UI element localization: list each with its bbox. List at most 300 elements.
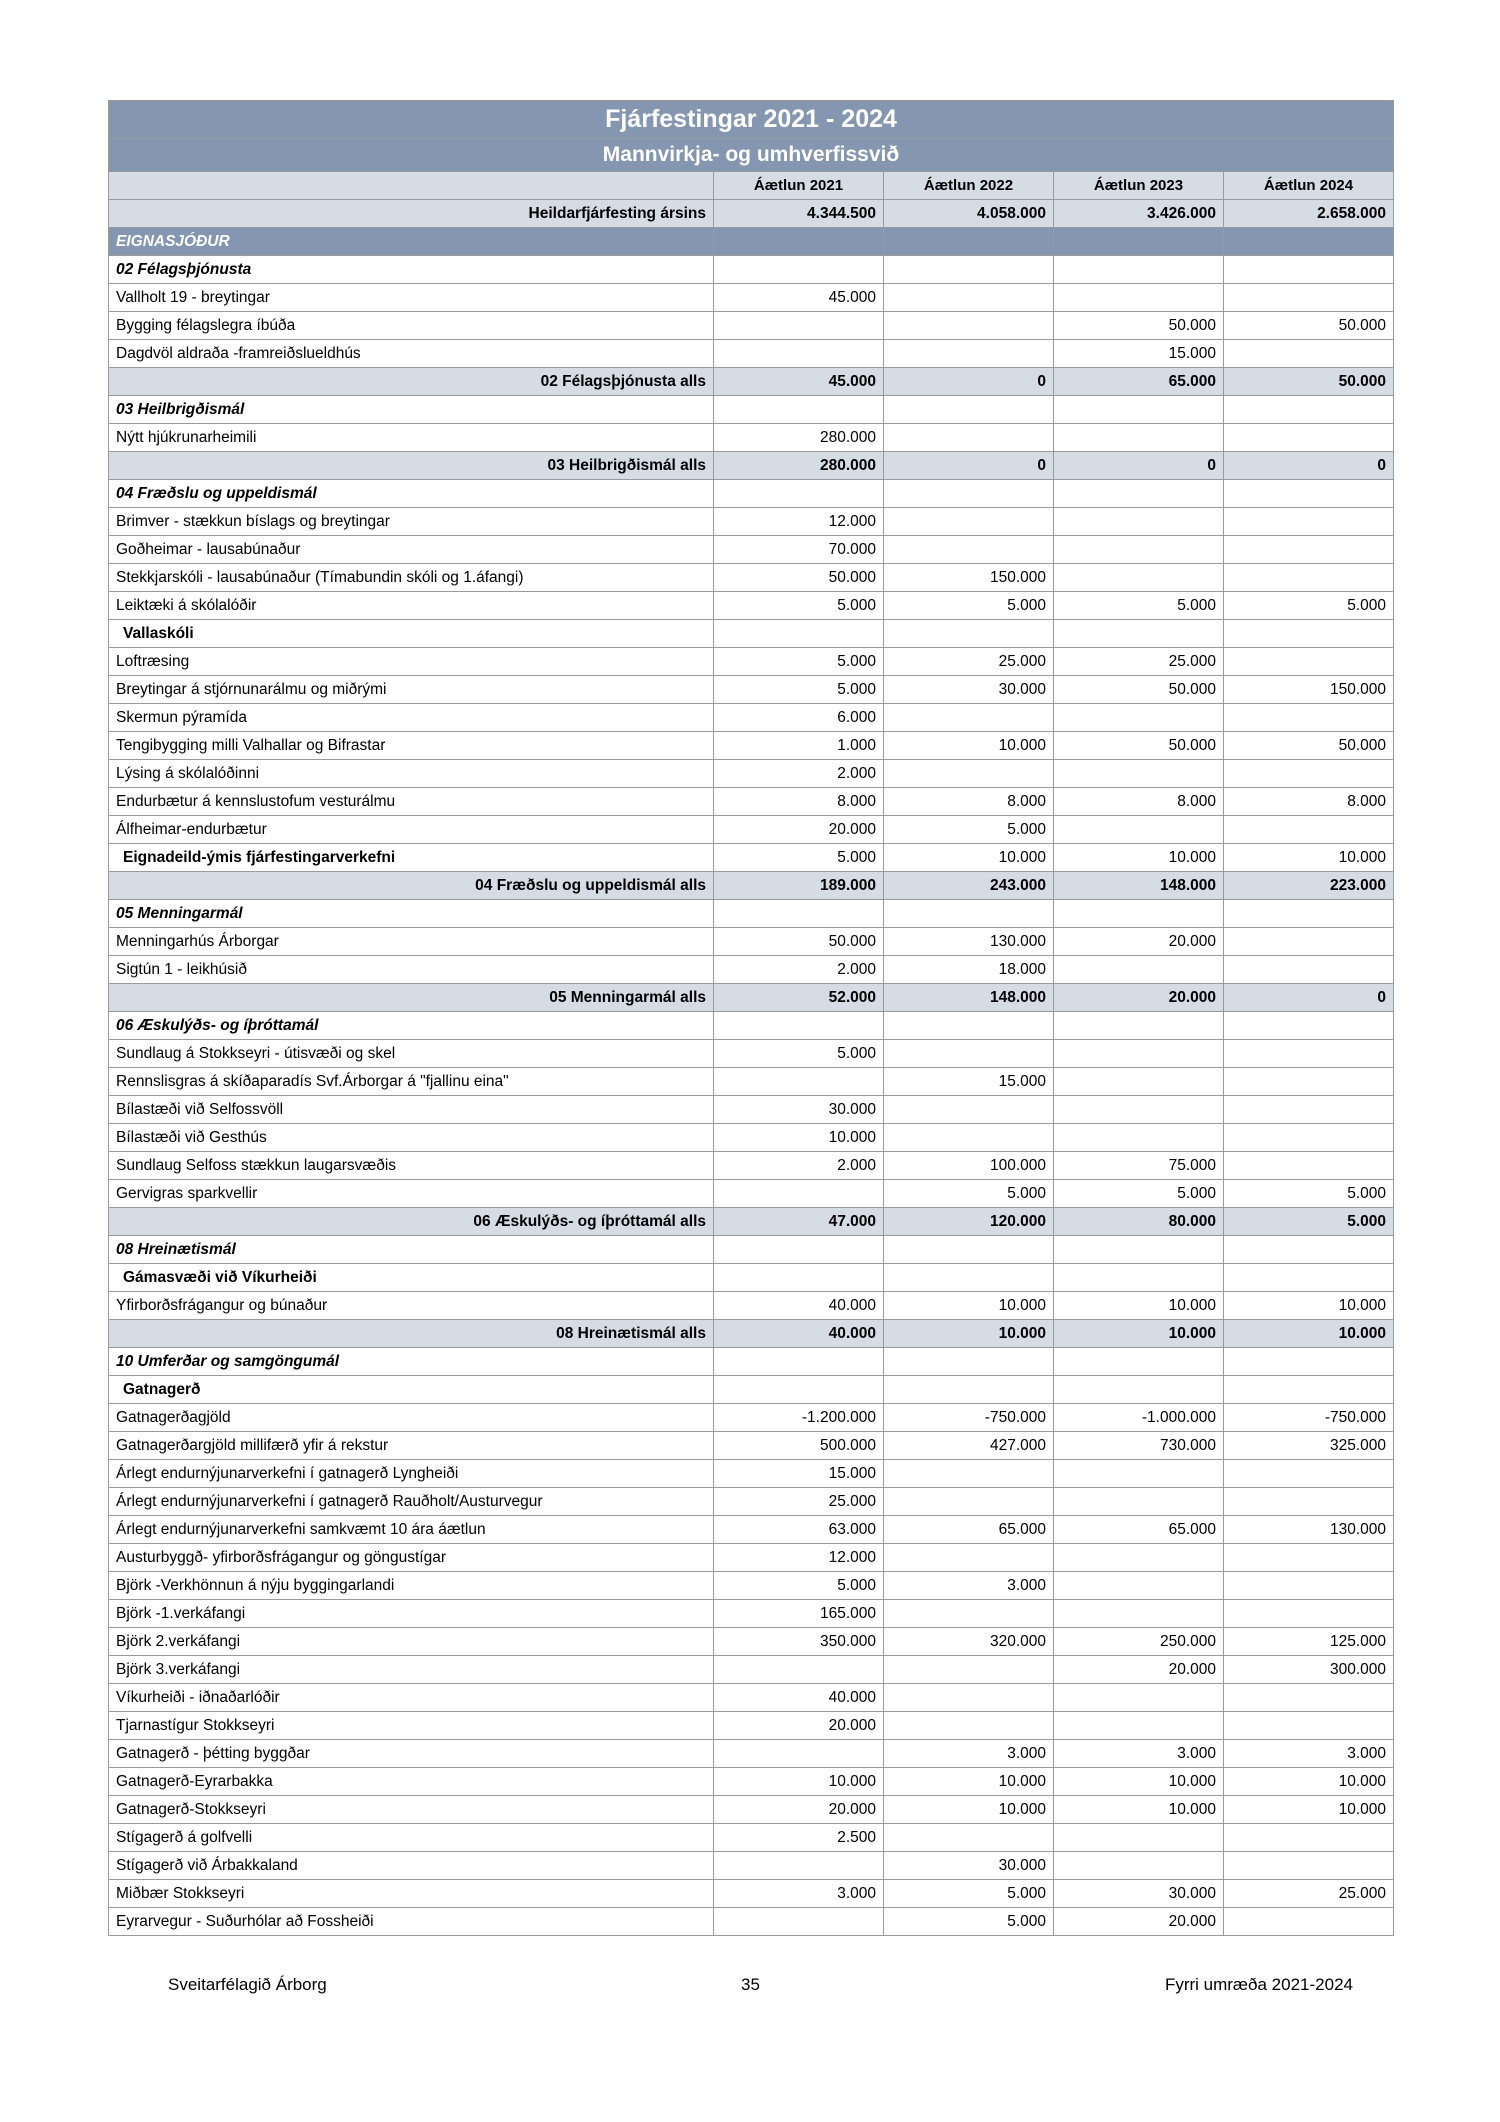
table-row [109,760,1394,788]
row-value-2021: 189.000 [714,872,884,900]
row-label: Gatnagerð-Stokkseyri [109,1796,714,1824]
row-value-2023: 20.000 [1054,1656,1224,1684]
row-label: 02 Félagsþjónusta alls [109,368,714,396]
row-value-2024 [1224,1376,1394,1404]
row-value-2024: 0 [1224,452,1394,480]
row-value-2024: 8.000 [1224,788,1394,816]
row-value-2021: 6.000 [714,704,884,732]
row-value-2021 [714,1264,884,1292]
row-value-2023 [1054,704,1224,732]
table-row [109,1600,1394,1628]
row-value-2021: 40.000 [714,1292,884,1320]
row-value-2022 [884,1012,1054,1040]
row-value-2023: 10.000 [1054,1796,1224,1824]
row-label: Sundlaug á Stokkseyri - útisvæði og skel [109,1040,714,1068]
row-value-2023 [1054,956,1224,984]
row-value-2024 [1224,620,1394,648]
row-value-2024: -750.000 [1224,1404,1394,1432]
row-value-2022: 10.000 [884,1768,1054,1796]
row-value-2023 [1054,760,1224,788]
table-row [109,312,1394,340]
row-value-2022: 3.000 [884,1740,1054,1768]
table-row [109,284,1394,312]
row-value-2022 [884,1460,1054,1488]
table-row [109,1824,1394,1852]
row-value-2024 [1224,284,1394,312]
row-value-2023: 20.000 [1054,1908,1224,1936]
row-value-2024 [1224,1824,1394,1852]
row-value-2022: 25.000 [884,648,1054,676]
row-value-2022 [884,1264,1054,1292]
row-value-2021: 10.000 [714,1124,884,1152]
table-row [109,1908,1394,1936]
row-value-2023: 10.000 [1054,1768,1224,1796]
column-header-4: Áætlun 2024 [1224,172,1394,200]
row-value-2023 [1054,564,1224,592]
row-label: Gámasvæði við Víkurheiði [109,1264,714,1292]
document-title: Fjárfestingar 2021 - 2024 [109,101,1394,139]
row-value-2022: 18.000 [884,956,1054,984]
row-value-2021 [714,256,884,284]
row-value-2023: 20.000 [1054,928,1224,956]
table-row [109,704,1394,732]
table-subtitle-row [109,139,1394,172]
row-value-2021: 3.000 [714,1880,884,1908]
row-label: Vallaskóli [109,620,714,648]
row-value-2023: 25.000 [1054,648,1224,676]
row-value-2022 [884,1488,1054,1516]
row-value-2024 [1224,1096,1394,1124]
subtotal-row [109,1320,1394,1348]
row-value-2024: 50.000 [1224,312,1394,340]
row-value-2023: 3.000 [1054,1740,1224,1768]
row-value-2021: 350.000 [714,1628,884,1656]
row-value-2024: 325.000 [1224,1432,1394,1460]
row-value-2021 [714,1180,884,1208]
table-row [109,1544,1394,1572]
group-row [109,256,1394,284]
row-value-2021 [714,620,884,648]
row-value-2024: 300.000 [1224,1656,1394,1684]
row-value-2024: 223.000 [1224,872,1394,900]
section-header-row [109,228,1394,256]
row-label: Endurbætur á kennslustofum vesturálmu [109,788,714,816]
row-value-2024 [1224,1572,1394,1600]
row-label: Björk -1.verkáfangi [109,1600,714,1628]
row-label: Stígagerð á golfvelli [109,1824,714,1852]
row-value-2022 [884,1348,1054,1376]
section-spacer-4 [1224,228,1394,256]
row-value-2021: 40.000 [714,1684,884,1712]
row-label: Víkurheiði - iðnaðarlóðir [109,1684,714,1712]
row-value-2023 [1054,424,1224,452]
row-value-2022: 15.000 [884,1068,1054,1096]
row-value-2021 [714,900,884,928]
row-value-2023: 50.000 [1054,732,1224,760]
row-value-2024 [1224,900,1394,928]
row-value-2024 [1224,256,1394,284]
row-value-2022: 3.000 [884,1572,1054,1600]
row-value-2023 [1054,1684,1224,1712]
row-value-2023: 75.000 [1054,1152,1224,1180]
column-header-3: Áætlun 2023 [1054,172,1224,200]
row-value-2024: 125.000 [1224,1628,1394,1656]
table-row [109,564,1394,592]
row-value-2023 [1054,1236,1224,1264]
row-value-2021: 15.000 [714,1460,884,1488]
row-value-2021: -1.200.000 [714,1404,884,1432]
row-value-2022 [884,1236,1054,1264]
row-label: Tengibygging milli Valhallar og Bifrastar [109,732,714,760]
row-label: Eyrarvegur - Suðurhólar að Fossheiði [109,1908,714,1936]
table-row [109,1516,1394,1544]
row-value-2023: 250.000 [1054,1628,1224,1656]
row-label: Gatnagerð [109,1376,714,1404]
row-value-2024 [1224,1012,1394,1040]
row-value-2024: 150.000 [1224,676,1394,704]
row-label: Menningarhús Árborgar [109,928,714,956]
row-value-2022: 120.000 [884,1208,1054,1236]
row-value-2023 [1054,1488,1224,1516]
row-value-2022 [884,620,1054,648]
subgroup-row [109,1376,1394,1404]
table-row [109,1040,1394,1068]
grand-total-2021: 4.344.500 [714,200,884,228]
row-label: 02 Félagsþjónusta [109,256,714,284]
row-value-2022 [884,480,1054,508]
table-row [109,1432,1394,1460]
group-row [109,1236,1394,1264]
row-value-2023 [1054,480,1224,508]
row-value-2023: 80.000 [1054,1208,1224,1236]
row-value-2023 [1054,1824,1224,1852]
row-label: 03 Heilbrigðismál alls [109,452,714,480]
row-label: 06 Æskulýðs- og íþróttamál alls [109,1208,714,1236]
row-value-2022: 0 [884,368,1054,396]
row-value-2024 [1224,1152,1394,1180]
table-title-row [109,101,1394,139]
row-value-2021 [714,480,884,508]
row-value-2022 [884,1040,1054,1068]
row-value-2023 [1054,1264,1224,1292]
row-value-2024 [1224,1236,1394,1264]
table-row [109,676,1394,704]
table-row [109,1684,1394,1712]
row-value-2023: 30.000 [1054,1880,1224,1908]
row-value-2021 [714,1908,884,1936]
row-label: Árlegt endurnýjunarverkefni samkvæmt 10 ára áætlun [109,1516,714,1544]
row-value-2022: 5.000 [884,1180,1054,1208]
table-row [109,1180,1394,1208]
row-label: Stígagerð við Árbakkaland [109,1852,714,1880]
row-value-2023 [1054,816,1224,844]
subtotal-row [109,452,1394,480]
row-value-2024: 130.000 [1224,1516,1394,1544]
row-value-2024 [1224,1040,1394,1068]
row-value-2023 [1054,1544,1224,1572]
investment-table [108,100,1394,1936]
row-value-2023: 15.000 [1054,340,1224,368]
table-body [109,256,1394,1936]
row-value-2023: 10.000 [1054,1292,1224,1320]
row-value-2023 [1054,396,1224,424]
row-value-2023: 65.000 [1054,1516,1224,1544]
row-value-2024 [1224,648,1394,676]
row-value-2022: 0 [884,452,1054,480]
row-value-2021: 165.000 [714,1600,884,1628]
row-value-2021: 20.000 [714,1712,884,1740]
row-label: Austurbyggð- yfirborðsfrágangur og göngustígar [109,1544,714,1572]
row-value-2021: 52.000 [714,984,884,1012]
row-value-2023: 10.000 [1054,844,1224,872]
row-label: 06 Æskulýðs- og íþróttamál [109,1012,714,1040]
row-label: Árlegt endurnýjunarverkefni í gatnagerð Rauðholt/Austurvegur [109,1488,714,1516]
row-value-2021: 280.000 [714,424,884,452]
table-row [109,928,1394,956]
row-value-2022 [884,312,1054,340]
row-value-2024 [1224,816,1394,844]
footer-left: Sveitarfélagið Árborg [168,1975,327,1994]
row-label: Álfheimar-endurbætur [109,816,714,844]
row-value-2022 [884,508,1054,536]
row-value-2022: 10.000 [884,732,1054,760]
row-value-2024: 3.000 [1224,1740,1394,1768]
row-value-2021: 500.000 [714,1432,884,1460]
row-value-2023: 50.000 [1054,312,1224,340]
row-value-2022 [884,396,1054,424]
row-label: Gatnagerðargjöld millifærð yfir á rekstur [109,1432,714,1460]
row-value-2022: 10.000 [884,1796,1054,1824]
row-value-2021: 2.000 [714,1152,884,1180]
row-label: Tjarnastígur Stokkseyri [109,1712,714,1740]
row-value-2024 [1224,1348,1394,1376]
row-value-2021: 45.000 [714,368,884,396]
row-value-2024 [1224,508,1394,536]
page-footer [108,1975,1393,1995]
row-value-2022: 10.000 [884,1292,1054,1320]
footer-right: Fyrri umræða 2021-2024 [1164,1975,1353,1994]
group-row [109,1348,1394,1376]
grand-total-2023: 3.426.000 [1054,200,1224,228]
row-label: Brimver - stækkun bíslags og breytingar [109,508,714,536]
row-value-2021 [714,1852,884,1880]
row-value-2024 [1224,1712,1394,1740]
section-label: EIGNASJÓÐUR [109,228,714,256]
row-value-2021: 280.000 [714,452,884,480]
row-value-2022: 10.000 [884,844,1054,872]
row-value-2022 [884,256,1054,284]
row-value-2021 [714,1012,884,1040]
row-value-2023: 20.000 [1054,984,1224,1012]
table-row [109,1796,1394,1824]
row-value-2023: 148.000 [1054,872,1224,900]
row-value-2022: 30.000 [884,1852,1054,1880]
row-value-2022: 30.000 [884,676,1054,704]
section-spacer-3 [1054,228,1224,256]
table-row [109,1488,1394,1516]
row-value-2021 [714,1656,884,1684]
row-value-2023 [1054,1068,1224,1096]
row-label: Sundlaug Selfoss stækkun laugarsvæðis [109,1152,714,1180]
table-row [109,1124,1394,1152]
row-value-2024: 5.000 [1224,1208,1394,1236]
row-value-2022 [884,284,1054,312]
row-value-2021: 2.500 [714,1824,884,1852]
row-value-2024: 50.000 [1224,368,1394,396]
row-value-2022 [884,1824,1054,1852]
row-value-2024: 5.000 [1224,592,1394,620]
table-row [109,1628,1394,1656]
row-value-2023 [1054,1460,1224,1488]
row-value-2024: 5.000 [1224,1180,1394,1208]
row-value-2023 [1054,508,1224,536]
row-label: 04 Fræðslu og uppeldismál alls [109,872,714,900]
row-value-2024 [1224,1124,1394,1152]
row-value-2023: 0 [1054,452,1224,480]
row-value-2022 [884,1376,1054,1404]
row-value-2022 [884,340,1054,368]
table-row [109,592,1394,620]
row-value-2023 [1054,1376,1224,1404]
subgroup-row [109,620,1394,648]
section-spacer-1 [714,228,884,256]
row-value-2022: 5.000 [884,1880,1054,1908]
row-value-2024 [1224,956,1394,984]
row-value-2022 [884,704,1054,732]
table-row [109,816,1394,844]
row-label: Vallholt 19 - breytingar [109,284,714,312]
row-label: Miðbær Stokkseyri [109,1880,714,1908]
row-value-2024 [1224,1684,1394,1712]
column-header-row [109,172,1394,200]
row-label: Skermun pýramída [109,704,714,732]
row-value-2021: 40.000 [714,1320,884,1348]
row-label: Breytingar á stjórnunarálmu og miðrými [109,676,714,704]
row-label: Dagdvöl aldraða -framreiðslueldhús [109,340,714,368]
row-label: Gatnagerð-Eyrarbakka [109,1768,714,1796]
row-value-2021 [714,312,884,340]
row-value-2024: 10.000 [1224,844,1394,872]
row-label: Gervigras sparkvellir [109,1180,714,1208]
row-value-2023 [1054,284,1224,312]
row-value-2021: 70.000 [714,536,884,564]
table-row [109,1404,1394,1432]
group-row [109,1012,1394,1040]
row-label: 05 Menningarmál alls [109,984,714,1012]
table-row [109,1572,1394,1600]
row-value-2021: 5.000 [714,592,884,620]
row-value-2023 [1054,1348,1224,1376]
table-row [109,648,1394,676]
grand-total-2024: 2.658.000 [1224,200,1394,228]
row-value-2022: 10.000 [884,1320,1054,1348]
row-value-2024 [1224,1488,1394,1516]
row-value-2024: 10.000 [1224,1320,1394,1348]
column-header-2: Áætlun 2022 [884,172,1054,200]
row-value-2024: 50.000 [1224,732,1394,760]
row-value-2023 [1054,1096,1224,1124]
row-value-2023: 50.000 [1054,676,1224,704]
row-label: 08 Hreinætismál [109,1236,714,1264]
row-value-2022 [884,1712,1054,1740]
row-value-2024 [1224,536,1394,564]
group-row [109,480,1394,508]
row-value-2023 [1054,1012,1224,1040]
row-value-2021: 50.000 [714,928,884,956]
row-value-2023 [1054,1572,1224,1600]
row-label: 03 Heilbrigðismál [109,396,714,424]
row-label: Björk 3.verkáfangi [109,1656,714,1684]
row-value-2023 [1054,256,1224,284]
row-value-2022: 5.000 [884,592,1054,620]
column-header-1: Áætlun 2021 [714,172,884,200]
row-label: Goðheimar - lausabúnaður [109,536,714,564]
row-label: Gatnagerðagjöld [109,1404,714,1432]
table-row [109,1740,1394,1768]
investment-table-container [108,100,1393,1936]
row-value-2022: 427.000 [884,1432,1054,1460]
row-value-2024: 25.000 [1224,1880,1394,1908]
row-label: Eignadeild-ýmis fjárfestingarverkefni [109,844,714,872]
row-value-2021 [714,340,884,368]
table-row [109,956,1394,984]
row-value-2021: 10.000 [714,1768,884,1796]
row-value-2023 [1054,900,1224,928]
row-value-2022: -750.000 [884,1404,1054,1432]
row-value-2022 [884,1096,1054,1124]
subtotal-row [109,984,1394,1012]
table-row [109,1096,1394,1124]
row-value-2024 [1224,424,1394,452]
row-value-2023 [1054,1600,1224,1628]
table-row [109,340,1394,368]
row-value-2023 [1054,1712,1224,1740]
row-value-2024 [1224,564,1394,592]
row-value-2021: 2.000 [714,956,884,984]
table-row [109,732,1394,760]
document-subtitle: Mannvirkja- og umhverfissvið [109,139,1394,172]
row-value-2021 [714,1376,884,1404]
row-value-2024 [1224,1460,1394,1488]
table-row [109,424,1394,452]
row-value-2022: 5.000 [884,1908,1054,1936]
row-value-2023 [1054,536,1224,564]
row-value-2022: 5.000 [884,816,1054,844]
row-value-2021: 5.000 [714,1572,884,1600]
row-value-2021: 20.000 [714,816,884,844]
row-label: Björk 2.verkáfangi [109,1628,714,1656]
footer-page-number: 35 [741,1975,760,1994]
row-value-2024 [1224,340,1394,368]
table-row [109,1880,1394,1908]
row-label: Stekkjarskóli - lausabúnaður (Tímabundin skóli og 1.áfangi) [109,564,714,592]
row-value-2021: 30.000 [714,1096,884,1124]
row-value-2024 [1224,928,1394,956]
row-value-2023 [1054,1852,1224,1880]
row-value-2023: 5.000 [1054,1180,1224,1208]
row-value-2021 [714,1236,884,1264]
row-value-2023: 730.000 [1054,1432,1224,1460]
grand-total-row [109,200,1394,228]
row-value-2024 [1224,1600,1394,1628]
row-value-2021: 45.000 [714,284,884,312]
subgroup-row [109,1264,1394,1292]
row-label: Gatnagerð - þétting byggðar [109,1740,714,1768]
row-value-2022 [884,536,1054,564]
row-value-2022: 100.000 [884,1152,1054,1180]
row-value-2021: 5.000 [714,1040,884,1068]
table-row [109,1292,1394,1320]
